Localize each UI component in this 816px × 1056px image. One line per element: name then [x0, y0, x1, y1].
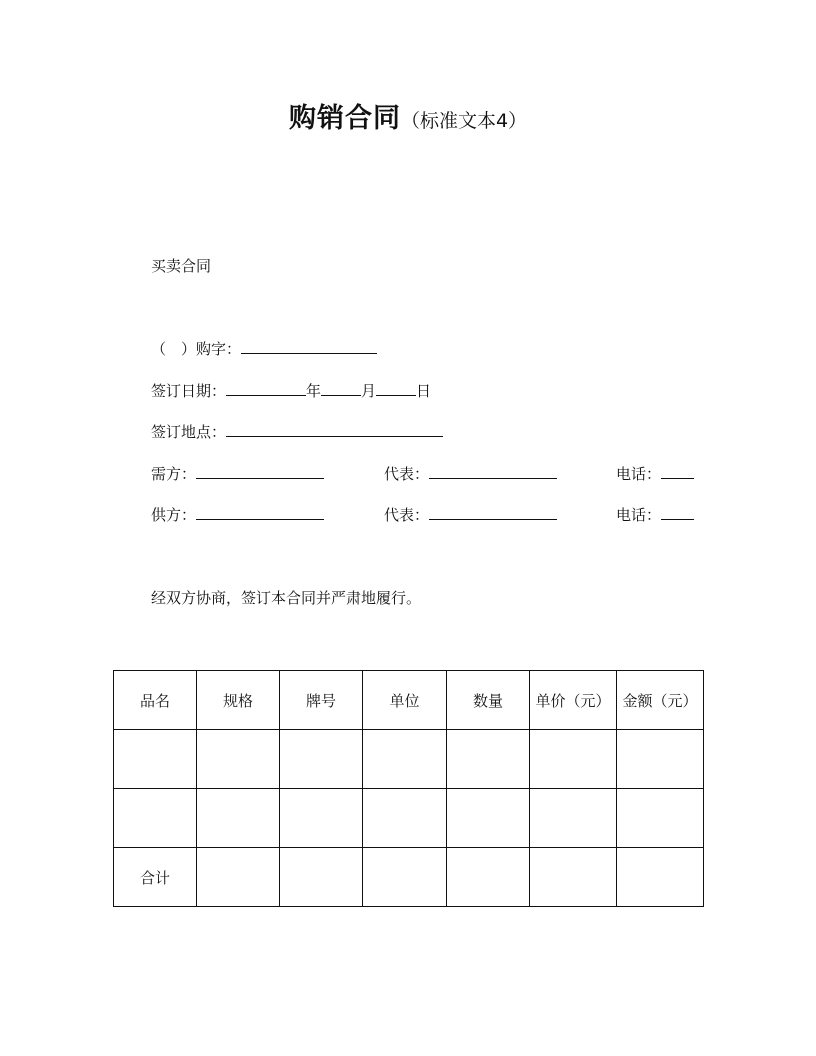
seller-blank[interactable]	[196, 505, 324, 520]
purchase-number-blank[interactable]	[241, 339, 377, 354]
table-cell[interactable]	[197, 789, 280, 848]
header-unit-price: 单价（元）	[530, 671, 617, 730]
table-cell[interactable]	[447, 848, 530, 907]
sign-date-label: 签订日期：	[151, 382, 227, 400]
seller-phone-blank[interactable]	[661, 505, 694, 520]
table-cell[interactable]	[617, 789, 704, 848]
seller-rep-label: 代表：	[384, 506, 430, 524]
table-cell[interactable]	[617, 730, 704, 789]
buyer-phone-label: 电话：	[616, 465, 662, 483]
header-quantity: 数量	[447, 671, 530, 730]
table-cell[interactable]	[197, 848, 280, 907]
sign-place-blank[interactable]	[226, 422, 443, 437]
table-cell[interactable]	[280, 730, 363, 789]
total-label: 合计	[114, 848, 197, 907]
buyer-rep-row	[384, 464, 557, 484]
seller-phone-row	[616, 505, 694, 525]
day-label: 日	[416, 382, 432, 400]
table-cell[interactable]	[530, 848, 617, 907]
agreement-text: 经双方协商，签订本合同并严肃地履行。	[151, 589, 422, 607]
goods-table	[113, 670, 704, 907]
seller-phone-label: 电话：	[616, 506, 662, 524]
table-cell[interactable]	[114, 789, 197, 848]
sign-place-row	[151, 422, 443, 442]
year-blank[interactable]	[226, 381, 306, 396]
table-cell[interactable]	[447, 789, 530, 848]
table-cell[interactable]	[280, 848, 363, 907]
buyer-label: 需方：	[151, 465, 197, 483]
table-cell[interactable]	[114, 730, 197, 789]
day-blank[interactable]	[376, 381, 416, 396]
month-blank[interactable]	[321, 381, 361, 396]
table-cell[interactable]	[363, 848, 447, 907]
table-cell[interactable]	[447, 730, 530, 789]
seller-rep-blank[interactable]	[429, 505, 557, 520]
title-sub: （标准文本4）	[400, 110, 528, 132]
table-total-row	[114, 848, 704, 907]
table-row	[114, 789, 704, 848]
buyer-rep-label: 代表：	[384, 465, 430, 483]
buyer-row	[151, 464, 324, 484]
purchase-number-label: （ ）购字：	[151, 340, 242, 358]
purchase-number-row	[151, 339, 377, 359]
table-cell[interactable]	[530, 730, 617, 789]
title-main: 购销合同	[288, 103, 401, 134]
year-label: 年	[306, 382, 322, 400]
month-label: 月	[361, 382, 377, 400]
header-amount: 金额（元）	[617, 671, 704, 730]
seller-label: 供方：	[151, 506, 197, 524]
table-row	[114, 730, 704, 789]
document-title	[0, 96, 816, 135]
buyer-rep-blank[interactable]	[429, 464, 557, 479]
table-cell[interactable]	[280, 789, 363, 848]
header-specification: 规格	[197, 671, 280, 730]
table-cell[interactable]	[197, 730, 280, 789]
sign-date-row	[151, 381, 431, 401]
contract-heading: 买卖合同	[151, 257, 212, 275]
table-cell[interactable]	[363, 730, 447, 789]
table-cell[interactable]	[363, 789, 447, 848]
table-cell[interactable]	[617, 848, 704, 907]
header-product-name: 品名	[114, 671, 197, 730]
buyer-blank[interactable]	[196, 464, 324, 479]
table-cell[interactable]	[530, 789, 617, 848]
header-brand: 牌号	[280, 671, 363, 730]
seller-rep-row	[384, 505, 557, 525]
seller-row	[151, 505, 324, 525]
table-header-row	[114, 671, 704, 730]
header-unit: 单位	[363, 671, 447, 730]
buyer-phone-row	[616, 464, 694, 484]
buyer-phone-blank[interactable]	[661, 464, 694, 479]
sign-place-label: 签订地点：	[151, 423, 227, 441]
